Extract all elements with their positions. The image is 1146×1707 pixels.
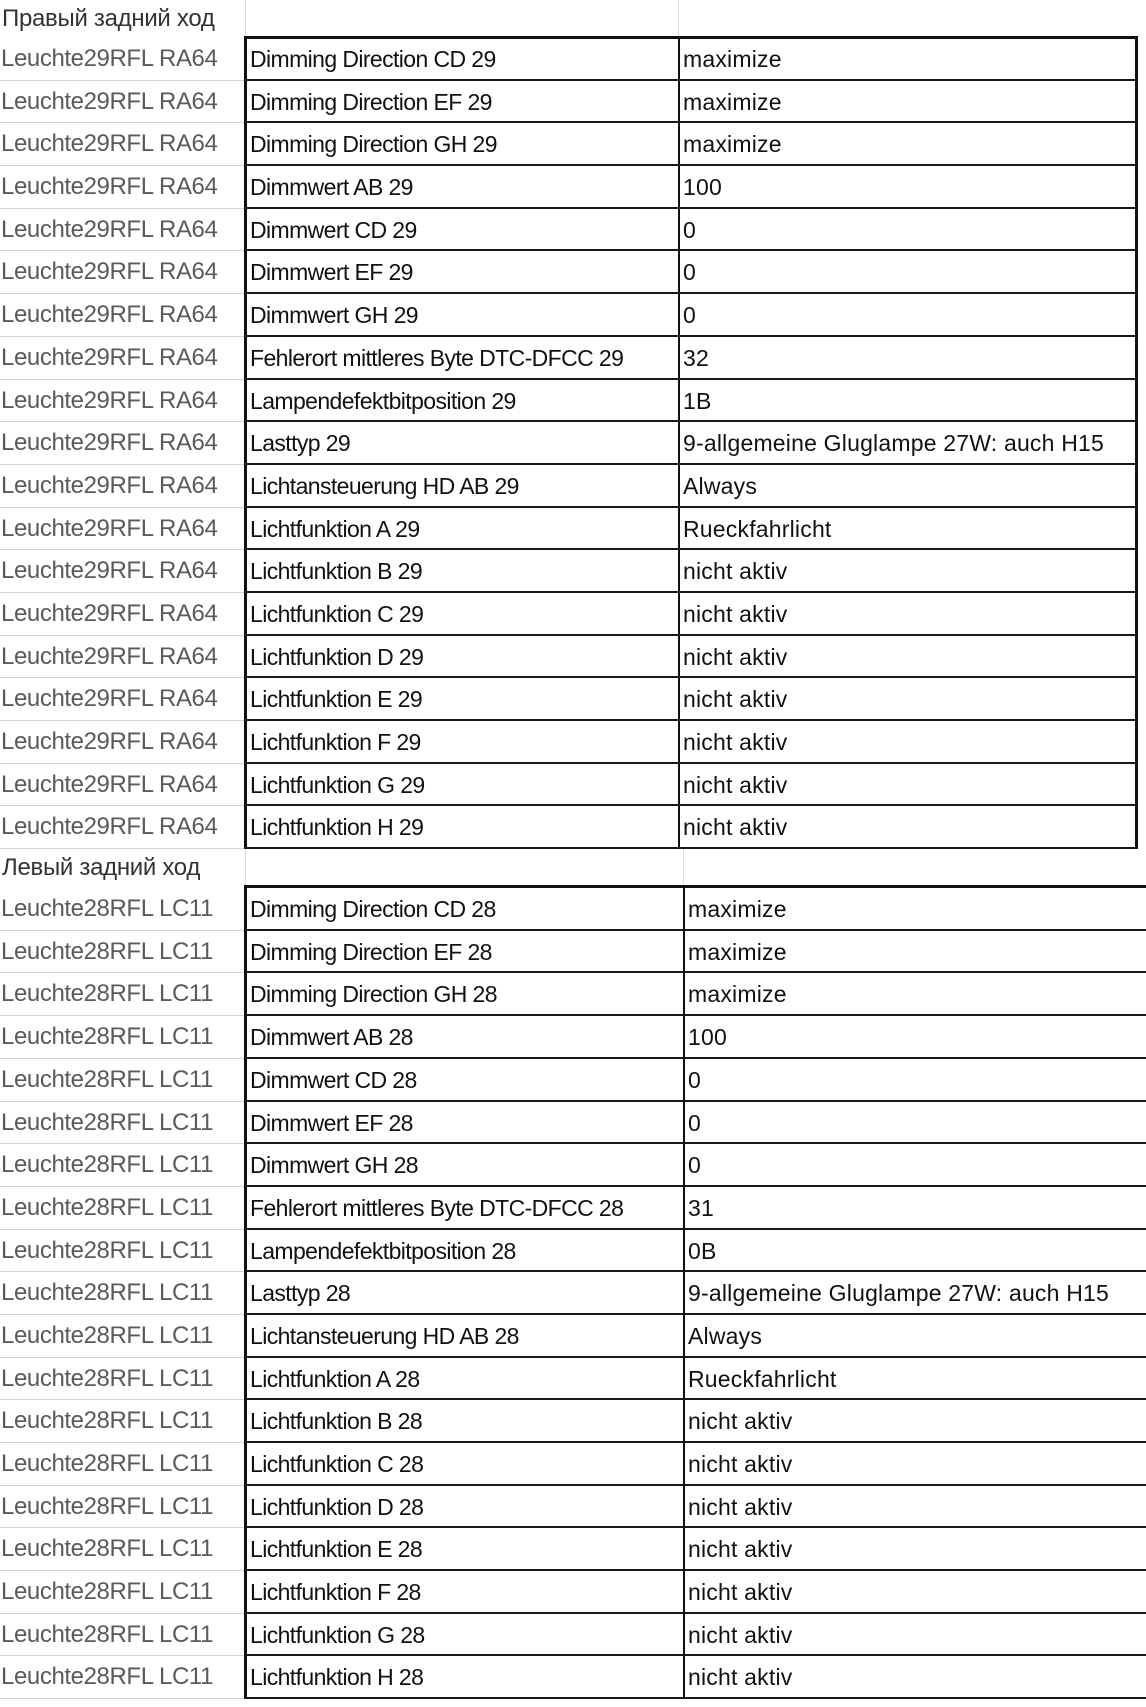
cell-device[interactable]: Leuchte29RFL RA64 — [0, 38, 244, 81]
table-row — [0, 1016, 1146, 1059]
table-row — [0, 251, 1146, 294]
cell-value[interactable]: 9-allgemeine Gluglampe 27W: auch H15 — [678, 422, 1138, 465]
cell-device[interactable]: Leuchte29RFL RA64 — [0, 678, 244, 721]
cell-value[interactable]: Always — [678, 465, 1138, 508]
cell-value[interactable]: maximize — [678, 38, 1138, 81]
cell-value[interactable]: nicht aktiv — [678, 593, 1138, 636]
cell-device[interactable]: Leuchte28RFL LC11 — [0, 1230, 244, 1273]
table-row — [0, 1272, 1146, 1315]
section-header — [0, 0, 1146, 38]
cell-value[interactable]: Rueckfahrlicht — [683, 1358, 1146, 1401]
section-left-reverse — [0, 849, 1146, 1699]
table-row — [0, 1315, 1146, 1358]
table-row — [0, 764, 1146, 807]
cell-device[interactable]: Leuchte28RFL LC11 — [0, 1528, 244, 1571]
cell-parameter[interactable]: Dimmwert GH 28 — [244, 1144, 683, 1187]
cell-value[interactable]: nicht aktiv — [678, 636, 1138, 679]
cell-device[interactable]: Leuchte29RFL RA64 — [0, 251, 244, 294]
cell-value[interactable]: nicht aktiv — [678, 764, 1138, 807]
cell-device[interactable]: Leuchte29RFL RA64 — [0, 721, 244, 764]
table-row — [0, 1102, 1146, 1145]
cell-value[interactable]: nicht aktiv — [683, 1571, 1146, 1614]
cell-device[interactable]: Leuchte28RFL LC11 — [0, 1059, 244, 1102]
cell-value[interactable]: maximize — [683, 931, 1146, 974]
table-row — [0, 593, 1146, 636]
section-right-reverse — [0, 0, 1146, 849]
cell-value[interactable]: 100 — [678, 166, 1138, 209]
cell-parameter[interactable]: Lichtfunktion D 29 — [244, 636, 678, 679]
cell-value[interactable]: 1B — [678, 380, 1138, 423]
cell-device[interactable]: Leuchte28RFL LC11 — [0, 1272, 244, 1315]
table-row — [0, 973, 1146, 1016]
cell-parameter[interactable]: Lichtfunktion C 29 — [244, 593, 678, 636]
cell-parameter[interactable]: Lichtfunktion D 28 — [244, 1486, 683, 1529]
gridline — [678, 0, 679, 38]
cell-value[interactable]: 100 — [683, 1016, 1146, 1059]
cell-parameter[interactable]: Dimmwert CD 29 — [244, 209, 678, 252]
cell-value[interactable]: maximize — [678, 81, 1138, 124]
cell-device[interactable]: Leuchte28RFL LC11 — [0, 1571, 244, 1614]
table-row — [0, 422, 1146, 465]
cell-parameter[interactable]: Lichtfunktion B 29 — [244, 550, 678, 593]
table-row — [0, 337, 1146, 380]
table-row — [0, 38, 1146, 81]
cell-value[interactable]: 31 — [683, 1187, 1146, 1230]
cell-parameter[interactable]: Lichtfunktion A 28 — [244, 1358, 683, 1401]
table-row — [0, 1571, 1146, 1614]
cell-device[interactable]: Leuchte29RFL RA64 — [0, 636, 244, 679]
cell-parameter[interactable]: Lichtfunktion G 29 — [244, 764, 678, 807]
cell-parameter[interactable]: Lasttyp 29 — [244, 422, 678, 465]
cell-parameter[interactable]: Lichtfunktion A 29 — [244, 508, 678, 551]
table-row — [0, 1486, 1146, 1529]
cell-device[interactable]: Leuchte29RFL RA64 — [0, 422, 244, 465]
cell-device[interactable]: Leuchte29RFL RA64 — [0, 123, 244, 166]
cell-parameter[interactable]: Dimmwert EF 28 — [244, 1102, 683, 1145]
cell-value[interactable]: nicht aktiv — [683, 1400, 1146, 1443]
table-row — [0, 721, 1146, 764]
table-body — [0, 888, 1146, 1699]
cell-value[interactable]: nicht aktiv — [683, 1614, 1146, 1657]
cell-value[interactable]: 9-allgemeine Gluglampe 27W: auch H15 — [683, 1272, 1146, 1315]
table-row — [0, 380, 1146, 423]
cell-value[interactable]: 0 — [678, 209, 1138, 252]
cell-device[interactable]: Leuchte28RFL LC11 — [0, 1614, 244, 1657]
cell-parameter[interactable]: Dimming Direction EF 28 — [244, 931, 683, 974]
cell-value[interactable]: nicht aktiv — [683, 1486, 1146, 1529]
table-row — [0, 209, 1146, 252]
cell-parameter[interactable]: Lampendefektbitposition 29 — [244, 380, 678, 423]
cell-device[interactable]: Leuchte28RFL LC11 — [0, 1358, 244, 1401]
cell-device[interactable]: Leuchte29RFL RA64 — [0, 380, 244, 423]
cell-device[interactable]: Leuchte29RFL RA64 — [0, 764, 244, 807]
table-row — [0, 294, 1146, 337]
cell-parameter[interactable]: Lampendefektbitposition 28 — [244, 1230, 683, 1273]
table-row — [0, 81, 1146, 124]
cell-parameter[interactable]: Fehlerort mittleres Byte DTC-DFCC 29 — [244, 337, 678, 380]
cell-device[interactable]: Leuchte29RFL RA64 — [0, 81, 244, 124]
cell-device[interactable]: Leuchte29RFL RA64 — [0, 465, 244, 508]
cell-device[interactable]: Leuchte29RFL RA64 — [0, 508, 244, 551]
cell-device[interactable]: Leuchte29RFL RA64 — [0, 806, 244, 849]
table-row — [0, 931, 1146, 974]
section-title: Правый задний ход — [2, 5, 215, 32]
cell-device[interactable]: Leuchte29RFL RA64 — [0, 550, 244, 593]
cell-device[interactable]: Leuchte29RFL RA64 — [0, 337, 244, 380]
cell-device[interactable]: Leuchte29RFL RA64 — [0, 593, 244, 636]
cell-device[interactable]: Leuchte28RFL LC11 — [0, 1144, 244, 1187]
cell-parameter[interactable]: Lichtfunktion E 28 — [244, 1528, 683, 1571]
cell-value[interactable]: Rueckfahrlicht — [678, 508, 1138, 551]
cell-value[interactable]: maximize — [683, 973, 1146, 1016]
cell-value[interactable]: 0 — [683, 1102, 1146, 1145]
cell-device[interactable]: Leuchte28RFL LC11 — [0, 888, 244, 931]
section-header — [0, 849, 1146, 888]
cell-parameter[interactable]: Lichtansteuerung HD AB 28 — [244, 1315, 683, 1358]
cell-parameter[interactable]: Lichtfunktion B 28 — [244, 1400, 683, 1443]
gridline — [245, 0, 246, 38]
cell-value[interactable]: nicht aktiv — [678, 721, 1138, 764]
cell-device[interactable]: Leuchte28RFL LC11 — [0, 1400, 244, 1443]
cell-parameter[interactable]: Fehlerort mittleres Byte DTC-DFCC 28 — [244, 1187, 683, 1230]
gridline — [245, 849, 246, 888]
cell-device[interactable]: Leuchte28RFL LC11 — [0, 973, 244, 1016]
cell-parameter[interactable]: Dimming Direction GH 28 — [244, 973, 683, 1016]
cell-value[interactable]: 0 — [683, 1059, 1146, 1102]
cell-value[interactable]: nicht aktiv — [683, 1528, 1146, 1571]
table-row — [0, 166, 1146, 209]
cell-parameter[interactable]: Dimming Direction CD 29 — [244, 38, 678, 81]
table-row — [0, 1528, 1146, 1571]
cell-device[interactable]: Leuchte28RFL LC11 — [0, 1016, 244, 1059]
cell-device[interactable]: Leuchte29RFL RA64 — [0, 294, 244, 337]
cell-parameter[interactable]: Lichtfunktion F 28 — [244, 1571, 683, 1614]
cell-value[interactable]: Always — [683, 1315, 1146, 1358]
cell-device[interactable]: Leuchte28RFL LC11 — [0, 1486, 244, 1529]
cell-parameter[interactable]: Lichtfunktion C 28 — [244, 1443, 683, 1486]
cell-value[interactable]: nicht aktiv — [678, 678, 1138, 721]
table-row — [0, 1614, 1146, 1657]
cell-value[interactable]: 0 — [678, 294, 1138, 337]
table-row — [0, 1144, 1146, 1187]
cell-device[interactable]: Leuchte28RFL LC11 — [0, 1187, 244, 1230]
cell-device[interactable]: Leuchte29RFL RA64 — [0, 209, 244, 252]
cell-parameter[interactable]: Lichtfunktion E 29 — [244, 678, 678, 721]
cell-parameter[interactable]: Lichtfunktion F 29 — [244, 721, 678, 764]
cell-value[interactable]: 0B — [683, 1230, 1146, 1273]
table-row — [0, 1059, 1146, 1102]
cell-value[interactable]: 0 — [683, 1144, 1146, 1187]
table-row — [0, 465, 1146, 508]
table-row — [0, 1358, 1146, 1401]
table-row — [0, 1443, 1146, 1486]
cell-parameter[interactable]: Dimming Direction GH 29 — [244, 123, 678, 166]
cell-device[interactable]: Leuchte28RFL LC11 — [0, 1315, 244, 1358]
cell-value[interactable]: maximize — [683, 888, 1146, 931]
table-row — [0, 1230, 1146, 1273]
cell-value[interactable]: nicht aktiv — [678, 550, 1138, 593]
cell-value[interactable]: nicht aktiv — [683, 1656, 1146, 1699]
table-row — [0, 636, 1146, 679]
cell-parameter[interactable]: Lichtansteuerung HD AB 29 — [244, 465, 678, 508]
table-row — [0, 888, 1146, 931]
cell-parameter[interactable]: Dimmwert AB 29 — [244, 166, 678, 209]
cell-parameter[interactable]: Dimmwert AB 28 — [244, 1016, 683, 1059]
cell-parameter[interactable]: Dimmwert EF 29 — [244, 251, 678, 294]
gridline — [683, 849, 684, 888]
table-row — [0, 1656, 1146, 1699]
cell-device[interactable]: Leuchte28RFL LC11 — [0, 1656, 244, 1699]
cell-device[interactable]: Leuchte28RFL LC11 — [0, 931, 244, 974]
cell-device[interactable]: Leuchte28RFL LC11 — [0, 1102, 244, 1145]
table-body — [0, 38, 1146, 849]
cell-parameter[interactable]: Lichtfunktion H 28 — [244, 1656, 683, 1699]
section-title: Левый задний ход — [2, 854, 201, 882]
table-row — [0, 806, 1146, 849]
table-row — [0, 123, 1146, 166]
cell-parameter[interactable]: Dimming Direction CD 28 — [244, 888, 683, 931]
cell-parameter[interactable]: Dimmwert GH 29 — [244, 294, 678, 337]
cell-value[interactable]: maximize — [678, 123, 1138, 166]
cell-parameter[interactable]: Dimming Direction EF 29 — [244, 81, 678, 124]
cell-device[interactable]: Leuchte29RFL RA64 — [0, 166, 244, 209]
table-row — [0, 1400, 1146, 1443]
cell-parameter[interactable]: Lichtfunktion G 28 — [244, 1614, 683, 1657]
cell-value[interactable]: 0 — [678, 251, 1138, 294]
cell-parameter[interactable]: Dimmwert CD 28 — [244, 1059, 683, 1102]
table-row — [0, 550, 1146, 593]
cell-value[interactable]: nicht aktiv — [683, 1443, 1146, 1486]
cell-parameter[interactable]: Lasttyp 28 — [244, 1272, 683, 1315]
cell-value[interactable]: 32 — [678, 337, 1138, 380]
cell-value[interactable]: nicht aktiv — [678, 806, 1138, 849]
cell-device[interactable]: Leuchte28RFL LC11 — [0, 1443, 244, 1486]
table-row — [0, 508, 1146, 551]
cell-parameter[interactable]: Lichtfunktion H 29 — [244, 806, 678, 849]
table-row — [0, 1187, 1146, 1230]
table-row — [0, 678, 1146, 721]
